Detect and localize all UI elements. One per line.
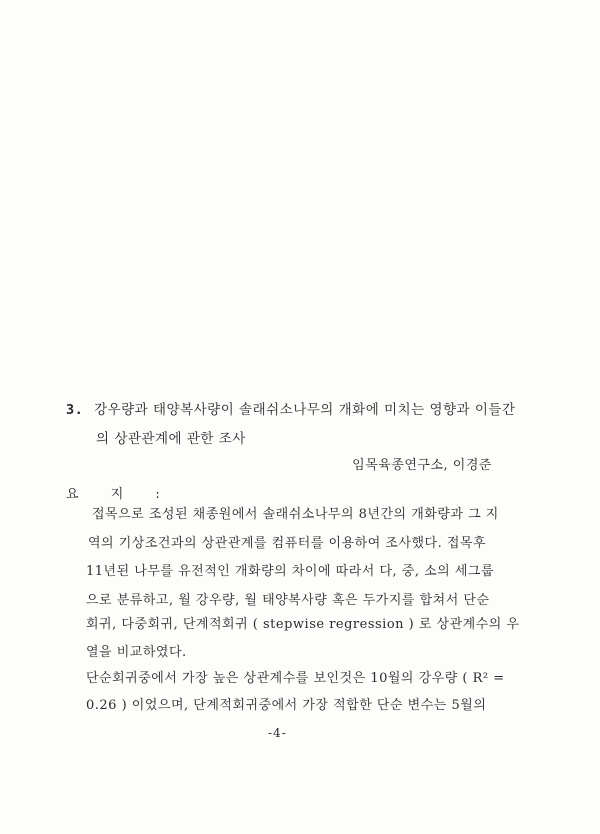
body-line-4: 으로 분류하고, 월 강우량, 월 태양복사량 혹은 두가지를 합쳐서 단순: [86, 593, 490, 608]
section-title-text: 강우량과 태양복사량이 솔래쉬소나무의 개화에 미치는 영향과 이들간: [94, 402, 516, 418]
section-title-line-2: 의 상관관계에 관한 조사: [96, 431, 246, 447]
page-number: -4-: [268, 726, 287, 740]
section-title-line-1: [66, 398, 516, 418]
body-line-6: 열을 비교하였다.: [86, 645, 187, 660]
summary-heading: 요 지 :: [66, 487, 174, 502]
section-number: 3.: [66, 402, 84, 418]
body-line-2: 역의 기상조건과의 상관관계를 컴퓨터를 이용하여 조사했다. 접목후: [88, 536, 487, 551]
body-line-3: 11년된 나무를 유전적인 개화량의 차이에 따라서 다, 중, 소의 세그룹: [86, 564, 495, 579]
body-line-7: 단순회귀중에서 가장 높은 상관계수를 보인것은 10월의 강우량 ( R² =: [86, 671, 505, 686]
body-line-8: 0.26 ) 이었으며, 단계적회귀중에서 가장 적합한 단순 변수는 5월의: [86, 698, 487, 713]
body-line-5: 회귀, 다중회귀, 단계적회귀 ( stepwise regression ) 로 상관계수의 우: [86, 617, 520, 632]
body-line-1: 접목으로 조성된 채종원에서 솔래쉬소나무의 8년간의 개화량과 그 지: [92, 507, 499, 522]
author-affiliation: 임목육종연구소, 이경준: [352, 458, 492, 473]
